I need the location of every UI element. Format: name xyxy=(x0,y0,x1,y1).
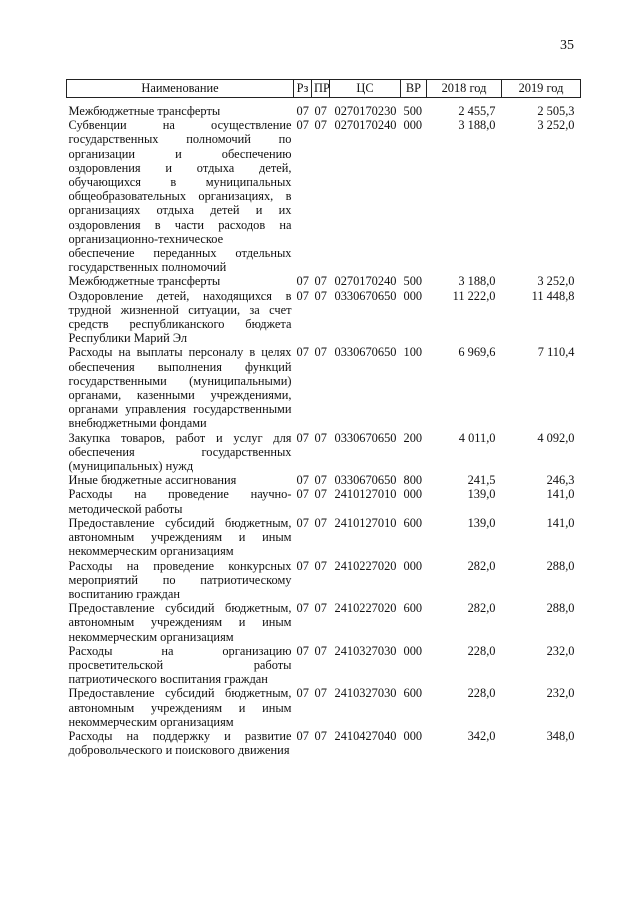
row-cs: 0270170240 xyxy=(334,118,397,133)
row-2018: 139,0 xyxy=(467,487,496,502)
row-rz: 07 xyxy=(296,487,309,502)
row-cs: 0330670650 xyxy=(334,288,397,303)
row-name: Межбюджетные трансферты xyxy=(68,104,221,118)
row-2019: 3 252,0 xyxy=(537,118,575,133)
table-row xyxy=(67,118,581,274)
row-vr: 000 xyxy=(403,558,423,573)
row-rz: 07 xyxy=(296,558,309,573)
row-2018: 3 188,0 xyxy=(458,118,496,133)
row-cs: 0270170240 xyxy=(334,274,397,289)
header-pr: ПР xyxy=(312,80,330,98)
row-2019: 246,3 xyxy=(546,473,575,488)
row-vr: 800 xyxy=(403,473,423,488)
row-pr: 07 xyxy=(314,558,327,573)
row-pr: 07 xyxy=(314,473,327,488)
row-2018: 2 455,7 xyxy=(458,104,496,118)
row-2018: 6 969,6 xyxy=(458,345,496,360)
row-2019: 141,0 xyxy=(546,487,575,502)
header-vr: ВР xyxy=(401,80,427,98)
row-vr: 000 xyxy=(403,487,423,502)
row-cs: 2410227020 xyxy=(334,601,397,616)
row-pr: 07 xyxy=(314,288,327,303)
row-2018: 3 188,0 xyxy=(458,274,496,289)
header-rz: Рз xyxy=(294,80,312,98)
row-cs: 0330670650 xyxy=(334,430,397,445)
row-vr: 000 xyxy=(403,118,423,133)
row-rz: 07 xyxy=(296,686,309,701)
row-pr: 07 xyxy=(314,274,327,289)
table-header-row xyxy=(67,80,581,98)
row-rz: 07 xyxy=(296,643,309,658)
table-row xyxy=(67,473,581,487)
row-2018: 241,5 xyxy=(467,473,496,488)
row-2019: 3 252,0 xyxy=(537,274,575,289)
row-pr: 07 xyxy=(314,728,327,743)
row-2019: 2 505,3 xyxy=(537,104,575,118)
row-name: Предоставление субсидий бюджетным, автономным учреждениям и иным некоммерческим организациям xyxy=(68,601,292,644)
table-body xyxy=(67,98,581,758)
row-2019: 288,0 xyxy=(546,601,575,616)
row-name: Расходы на проведение конкурсных мероприятий по патриотическому воспитанию граждан xyxy=(68,558,292,601)
row-2019: 4 092,0 xyxy=(537,430,575,445)
row-2018: 228,0 xyxy=(467,643,496,658)
row-rz: 07 xyxy=(296,274,309,289)
row-name: Оздоровление детей, находящихся в трудной жизненной ситуации, за счет средств республиканского бюджета Республики Марий Эл xyxy=(68,288,292,346)
row-2019: 11 448,8 xyxy=(531,288,575,303)
row-pr: 07 xyxy=(314,104,327,118)
row-name: Предоставление субсидий бюджетным, автономным учреждениям и иным некоммерческим организациям xyxy=(68,515,292,559)
row-name: Закупка товаров, работ и услуг для обеспечения государственных (муниципальных) нужд xyxy=(68,430,292,474)
row-rz: 07 xyxy=(296,288,309,303)
row-rz: 07 xyxy=(296,345,309,360)
row-vr: 000 xyxy=(403,643,423,658)
row-name: Межбюджетные трансферты xyxy=(68,274,221,289)
row-cs: 2410127010 xyxy=(334,487,397,502)
row-vr: 500 xyxy=(403,104,423,118)
row-2018: 4 011,0 xyxy=(458,430,496,445)
row-cs: 0330670650 xyxy=(334,345,397,360)
row-name: Иные бюджетные ассигнования xyxy=(68,473,237,488)
row-cs: 0270170230 xyxy=(334,104,397,118)
row-cs: 2410127010 xyxy=(334,515,397,530)
row-rz: 07 xyxy=(296,104,309,118)
row-vr: 600 xyxy=(403,686,423,701)
row-pr: 07 xyxy=(314,487,327,502)
row-name: Субвенции на осуществление государственных полномочий по организации и обеспечению оздоровления и отдыха детей, обучающихся в муниципальных общеобразовательных организациях, в организациях отдыха детей и их оздоровления в части расходов на организационно-техническое обеспечение переданных отдельных государственных полномочий xyxy=(68,118,292,275)
row-vr: 600 xyxy=(403,601,423,616)
table-row xyxy=(67,431,581,474)
row-rz: 07 xyxy=(296,118,309,133)
row-cs: 2410327030 xyxy=(334,643,397,658)
row-cs: 2410327030 xyxy=(334,686,397,701)
table-row xyxy=(67,345,581,430)
header-2019: 2019 год xyxy=(502,80,581,98)
row-rz: 07 xyxy=(296,601,309,616)
header-cs: ЦС xyxy=(330,80,401,98)
row-rz: 07 xyxy=(296,515,309,530)
row-name: Расходы на организацию просветительской работы патриотического воспитания граждан xyxy=(68,643,292,687)
row-rz: 07 xyxy=(296,473,309,488)
row-vr: 000 xyxy=(403,728,423,743)
table-row xyxy=(67,729,581,757)
row-vr: 500 xyxy=(403,274,423,289)
row-2019: 288,0 xyxy=(546,558,575,573)
row-2018: 282,0 xyxy=(467,601,496,616)
table-row xyxy=(67,487,581,515)
row-pr: 07 xyxy=(314,515,327,530)
row-2018: 11 222,0 xyxy=(452,288,496,303)
row-2018: 228,0 xyxy=(467,686,496,701)
budget-table xyxy=(66,79,581,757)
row-rz: 07 xyxy=(296,728,309,743)
row-pr: 07 xyxy=(314,643,327,658)
row-pr: 07 xyxy=(314,686,327,701)
row-2018: 282,0 xyxy=(467,558,496,573)
row-vr: 200 xyxy=(403,430,423,445)
page-number: 35 xyxy=(560,38,574,53)
row-2019: 7 110,4 xyxy=(537,345,575,360)
row-cs: 2410227020 xyxy=(334,558,397,573)
row-2019: 232,0 xyxy=(546,686,575,701)
row-pr: 07 xyxy=(314,345,327,360)
row-2019: 141,0 xyxy=(546,515,575,530)
row-2018: 342,0 xyxy=(467,728,496,743)
row-name: Предоставление субсидий бюджетным, автономным учреждениям и иным некоммерческим организациям xyxy=(68,686,292,729)
row-rz: 07 xyxy=(296,430,309,445)
table-row xyxy=(67,644,581,687)
row-cs: 2410427040 xyxy=(334,728,397,743)
row-name: Расходы на выплаты персоналу в целях обеспечения выполнения функций государственными (муниципальными) органами, казенными учреждениями, органами управления государственными внебюджетными фондами xyxy=(68,345,292,431)
row-pr: 07 xyxy=(314,430,327,445)
header-2018: 2018 год xyxy=(427,80,502,98)
row-pr: 07 xyxy=(314,118,327,133)
row-2019: 232,0 xyxy=(546,643,575,658)
row-2019: 348,0 xyxy=(546,728,575,743)
header-name: Наименование xyxy=(67,80,294,98)
table-row xyxy=(67,559,581,602)
row-pr: 07 xyxy=(314,601,327,616)
table-row xyxy=(67,686,581,729)
table-row xyxy=(67,601,581,644)
row-vr: 000 xyxy=(403,288,423,303)
row-cs: 0330670650 xyxy=(334,473,397,488)
table-row xyxy=(67,289,581,346)
row-vr: 100 xyxy=(403,345,423,360)
row-name: Расходы на поддержку и развитие добровольческого и поискового движения xyxy=(68,728,292,758)
table-row xyxy=(67,104,581,118)
row-vr: 600 xyxy=(403,515,423,530)
table-row xyxy=(67,274,581,288)
row-2018: 139,0 xyxy=(467,515,496,530)
table-row xyxy=(67,516,581,559)
row-name: Расходы на проведение научно-методической работы xyxy=(68,487,292,516)
